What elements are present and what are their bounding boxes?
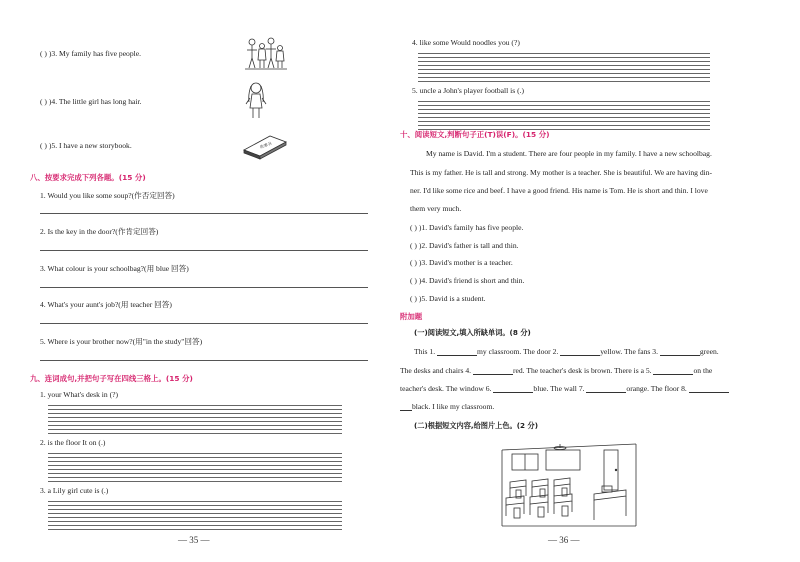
- tf-item-text: )3. David's mother is a teacher.: [418, 258, 513, 267]
- page-number: — 35 —: [178, 535, 210, 545]
- section-8-question-5: 5. Where is your brother now?(用"in the study"回答): [40, 337, 203, 346]
- cloze-line-1: This 1. my classroom. The door 2. yellow. The fans 3. green.: [414, 347, 719, 356]
- four-line-grid[interactable]: [48, 517, 342, 531]
- section-9-title: 九、连词成句,并把句子写在四线三格上。(15 分): [30, 374, 193, 383]
- section-10-item-1: [410, 223, 523, 232]
- tf-item-text: )4. The little girl has long hair.: [48, 97, 142, 106]
- cloze-blank-1[interactable]: [437, 347, 477, 356]
- section-9-question-4: 4. like some Would noodles you (?): [412, 38, 520, 47]
- section-9-question-5: 5. uncle a John's player football is (.): [412, 86, 525, 95]
- passage-line-3: ner. I'd like some rice and beef. I have a good friend. His name is Tom. He is short and thin. I love: [410, 186, 708, 195]
- cloze-line-4: black. I like my classroom.: [400, 402, 494, 411]
- tf-item-5: [40, 141, 132, 150]
- passage-line-1: My name is David. I'm a student. There are four people in my family. I have a new schoolbag.: [426, 149, 712, 158]
- cloze-blank-7[interactable]: [586, 384, 626, 393]
- section-10-item-2: [410, 241, 519, 250]
- answer-line[interactable]: [40, 360, 368, 361]
- girl-illustration: [244, 80, 268, 120]
- four-line-grid[interactable]: [48, 421, 342, 435]
- family-illustration: [244, 36, 288, 70]
- cloze-blank-8-cont[interactable]: [400, 402, 412, 411]
- part-1-title: (一)阅读短文,填入所缺单词。(8 分): [414, 328, 531, 337]
- answer-line[interactable]: [40, 287, 368, 288]
- answer-bracket[interactable]: ( ): [410, 241, 417, 250]
- section-9-question-1: 1. your What's desk in (?): [40, 390, 118, 399]
- answer-bracket[interactable]: ( ): [410, 223, 417, 232]
- answer-bracket[interactable]: ( ): [40, 49, 47, 58]
- tf-item-text: )4. David's friend is short and thin.: [418, 276, 525, 285]
- cloze-line-3: teacher's desk. The window 6. blue. The wall 7. orange. The floor 8.: [400, 384, 729, 393]
- section-8-question-3: 3. What colour is your schoolbag?(用 blue 回答): [40, 264, 189, 273]
- section-10-title: 十、阅读短文,判断句子正(T)误(F)。(15 分): [400, 130, 550, 139]
- section-8-question-2: 2. Is the key in the door?(作肯定回答): [40, 227, 159, 236]
- page-number: — 36 —: [548, 535, 580, 545]
- classroom-illustration[interactable]: [500, 436, 638, 528]
- tf-item-text: )3. My family has five people.: [48, 49, 142, 58]
- four-line-grid[interactable]: [48, 469, 342, 483]
- section-9-question-3: 3. a Lily girl cute is (.): [40, 486, 109, 495]
- four-line-grid[interactable]: [48, 453, 342, 467]
- section-10-item-5: [410, 294, 486, 303]
- right-page: [400, 0, 800, 562]
- cloze-blank-8[interactable]: [689, 384, 729, 393]
- tf-item-4: [40, 97, 142, 106]
- section-9-question-2: 2. is the floor It on (.): [40, 438, 106, 447]
- passage-line-4: them very much.: [410, 204, 462, 213]
- four-line-grid[interactable]: [418, 53, 710, 67]
- cloze-blank-4[interactable]: [473, 366, 513, 375]
- tf-item-text: )5. I have a new storybook.: [48, 141, 132, 150]
- book-label: 故事书: [259, 140, 273, 150]
- tf-item-text: )1. David's family has five people.: [418, 223, 524, 232]
- answer-line[interactable]: [40, 213, 368, 214]
- cloze-blank-6[interactable]: [493, 384, 533, 393]
- four-line-grid[interactable]: [48, 501, 342, 515]
- four-line-grid[interactable]: [48, 405, 342, 419]
- tf-item-text: )5. David is a student.: [418, 294, 486, 303]
- section-8-title: 八、按要求完成下列各题。(15 分): [30, 173, 146, 182]
- storybook-illustration: [240, 132, 288, 160]
- part-2-title: (二)根据短文内容,给图片上色。(2 分): [414, 421, 538, 430]
- section-10-item-3: [410, 258, 513, 267]
- section-10-item-4: [410, 276, 524, 285]
- answer-line[interactable]: [40, 323, 368, 324]
- cloze-blank-2[interactable]: [560, 347, 600, 356]
- cloze-line-2: The desks and chairs 4. red. The teacher's desk is brown. There is a 5. on the: [400, 366, 713, 375]
- answer-bracket[interactable]: ( ): [40, 97, 47, 106]
- four-line-grid[interactable]: [418, 101, 710, 115]
- extra-title: 附加题: [400, 312, 423, 321]
- section-8-question-4: 4. What's your aunt's job?(用 teacher 回答): [40, 300, 172, 309]
- answer-bracket[interactable]: ( ): [40, 141, 47, 150]
- answer-bracket[interactable]: ( ): [410, 294, 417, 303]
- cloze-blank-3[interactable]: [660, 347, 700, 356]
- four-line-grid[interactable]: [418, 69, 710, 83]
- tf-item-text: )2. David's father is tall and thin.: [418, 241, 519, 250]
- section-8-question-1: 1. Would you like some soup?(作否定回答): [40, 191, 175, 200]
- answer-bracket[interactable]: ( ): [410, 276, 417, 285]
- answer-bracket[interactable]: ( ): [410, 258, 417, 267]
- cloze-blank-5[interactable]: [653, 366, 693, 375]
- tf-item-3: [40, 49, 141, 58]
- passage-line-2: This is my father. He is tall and strong. My mother is a teacher. She is beautiful. We are having din-: [410, 168, 713, 177]
- answer-line[interactable]: [40, 250, 368, 251]
